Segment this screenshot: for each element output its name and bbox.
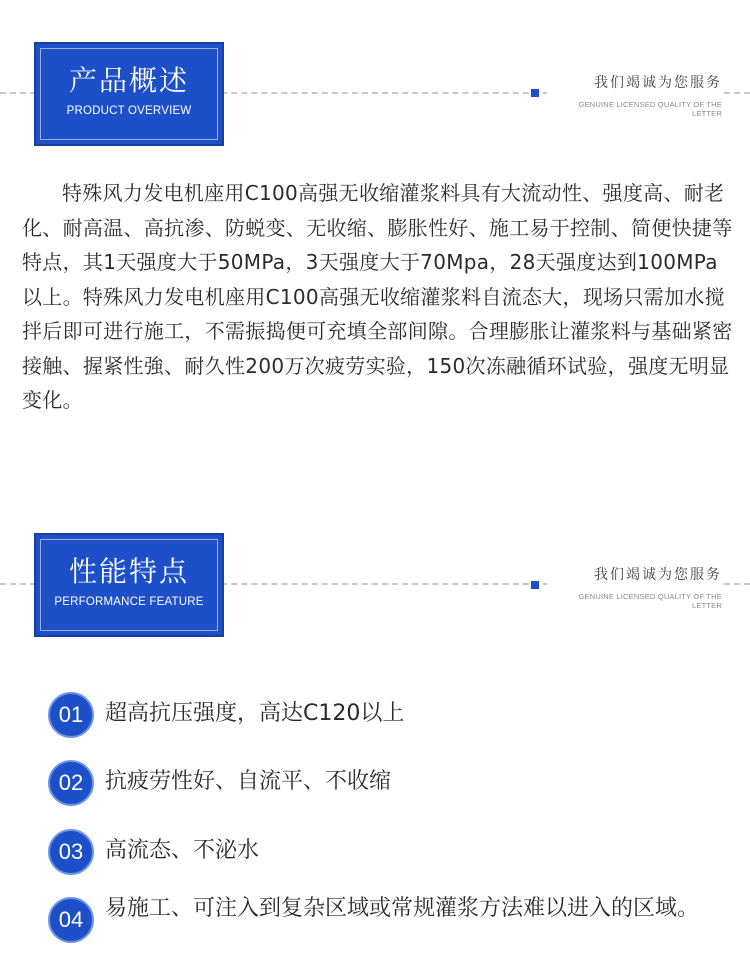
overview-subtitle: PRODUCT OVERVIEW (66, 105, 192, 117)
performance-title-box (34, 533, 224, 637)
feature-text: 抗疲劳性好、自流平、不收缩 (105, 769, 392, 794)
slogan-square-icon (531, 581, 539, 589)
performance-title: 性能特点 (68, 555, 189, 588)
feature-text: 易施工、可注入到复杂区域或常规灌浆方法难以进入的区域。 (105, 896, 700, 921)
feature-item (48, 897, 728, 957)
overview-title: 产品概述 (68, 64, 189, 97)
feature-item (48, 692, 728, 742)
overview-title-box (34, 42, 224, 146)
performance-header (0, 533, 750, 645)
slogan-text: 我们竭诚为您服务 (594, 567, 722, 583)
feature-number-badge: 02 (48, 760, 94, 806)
feature-text: 超高抗压强度，高达C120以上 (105, 701, 405, 726)
feature-text: 高流态、不泌水 (105, 838, 260, 863)
slogan-text: 我们竭诚为您服务 (594, 75, 722, 91)
feature-item (48, 829, 728, 879)
slogan-english: GENUINE LICENSED QUALITY OF THE LETTER (578, 592, 722, 610)
slogan-english: GENUINE LICENSED QUALITY OF THE LETTER (578, 100, 722, 118)
feature-number-badge: 01 (48, 692, 94, 738)
slogan-square-icon (531, 89, 539, 97)
feature-number-badge: 03 (48, 829, 94, 875)
feature-item (48, 760, 728, 810)
overview-paragraph: 特殊风力发电机座用C100高强无收缩灌浆料具有大流动性、强度高、耐老化、耐高温、高抗渗、防蜕变、无收缩、膨胀性好、施工易于控制、简便快捷等特点，其1天强度大于50MPa，3天强度大于70Mpa，28天强度达到100MPa以上。特殊风力发电机座用C100高强无收缩灌浆料自流态大，现场只需加水搅拌后即可进行施工，不需振捣便可充填全部间隙。合理膨胀让灌浆料与基础紧密接触、握紧性強、耐久性200万次疲劳实验，150次冻融循环试验，强度无明显变化。 (22, 181, 733, 412)
overview-slogan (547, 72, 722, 118)
performance-subtitle: PERFORMANCE FEATURE (54, 596, 204, 608)
overview-header (0, 42, 750, 154)
performance-slogan (547, 564, 722, 610)
feature-number-badge: 04 (48, 897, 94, 943)
